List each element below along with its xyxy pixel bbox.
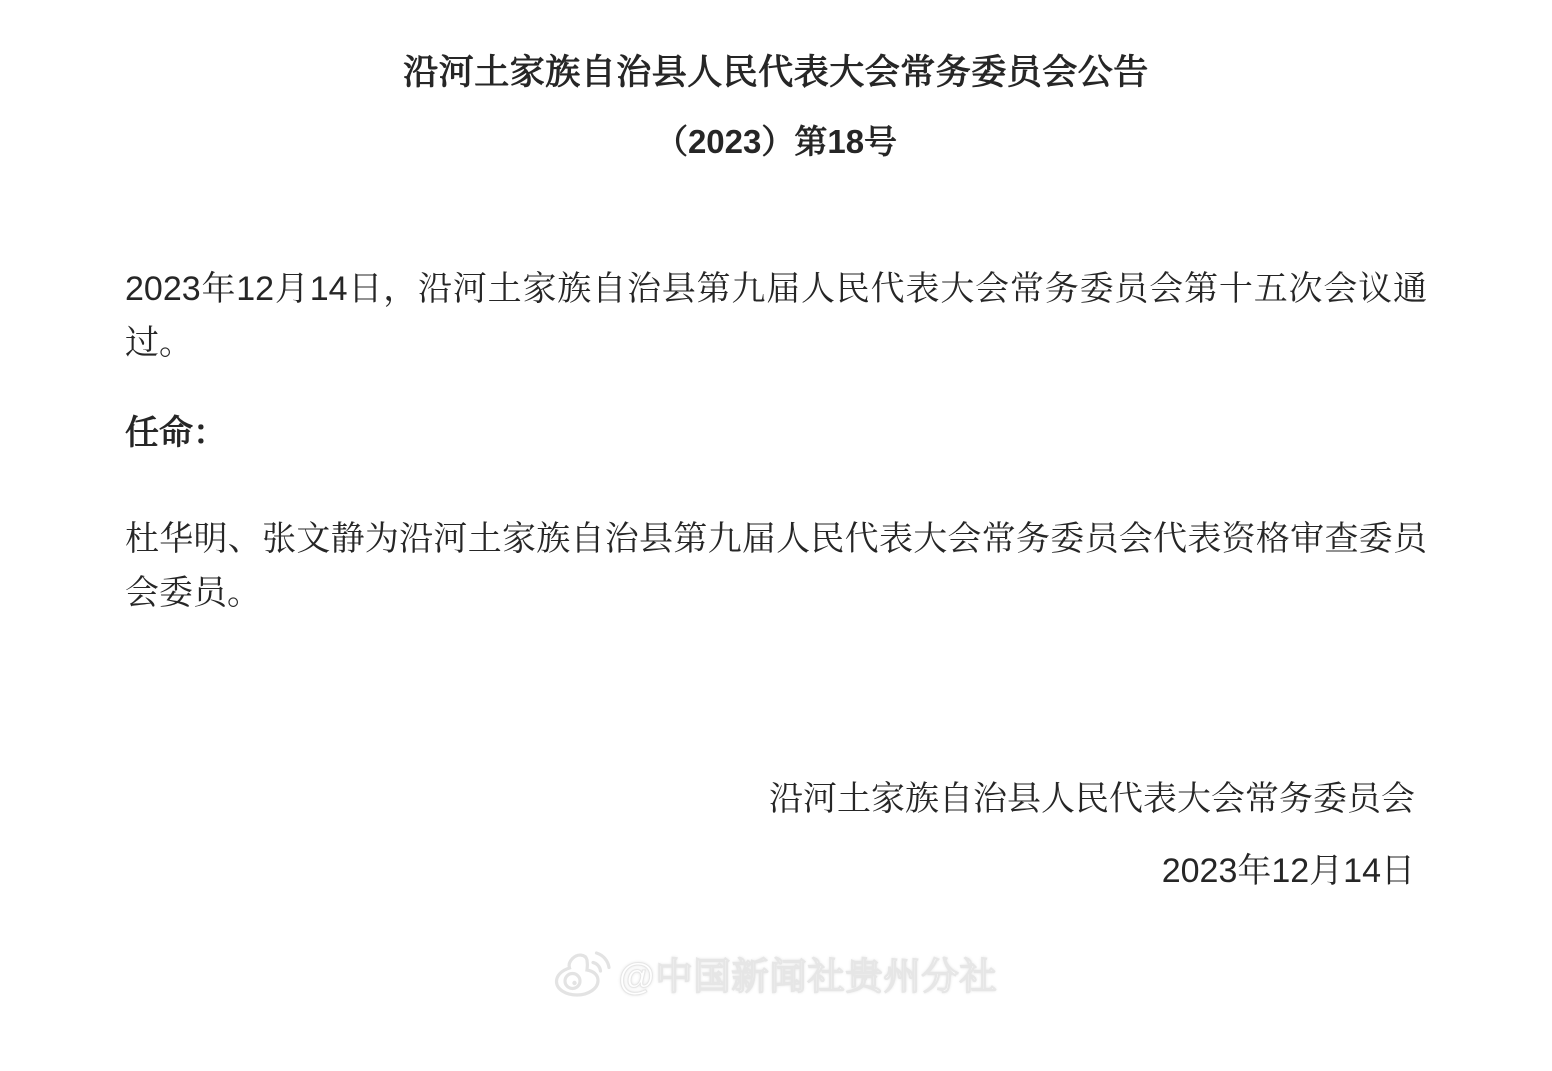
signature-date: 2023年12月14日	[1161, 851, 1415, 890]
watermark-text: @中国新闻社贵州分社	[618, 955, 998, 997]
appointment-heading: 任命：	[125, 413, 227, 452]
signature-block	[125, 772, 1427, 898]
paragraph-approval: 2023年12月14日，沿河土家族自治县第九届人民代表大会常务委员会第十五次会议通过。	[125, 269, 1427, 362]
issue-number: （2023）第18号	[654, 123, 898, 160]
announcement-page	[0, 52, 1552, 1071]
paragraph-appointment: 杜华明、张文静为沿河土家族自治县第九届人民代表大会常务委员会代表资格审查委员会委员。	[125, 519, 1427, 612]
weibo-icon	[554, 946, 612, 1000]
signature-issuer: 沿河土家族自治县人民代表大会常务委员会	[769, 779, 1415, 818]
watermark	[125, 944, 1427, 1002]
page-title: 沿河土家族自治县人民代表大会常务委员会公告	[403, 53, 1149, 92]
